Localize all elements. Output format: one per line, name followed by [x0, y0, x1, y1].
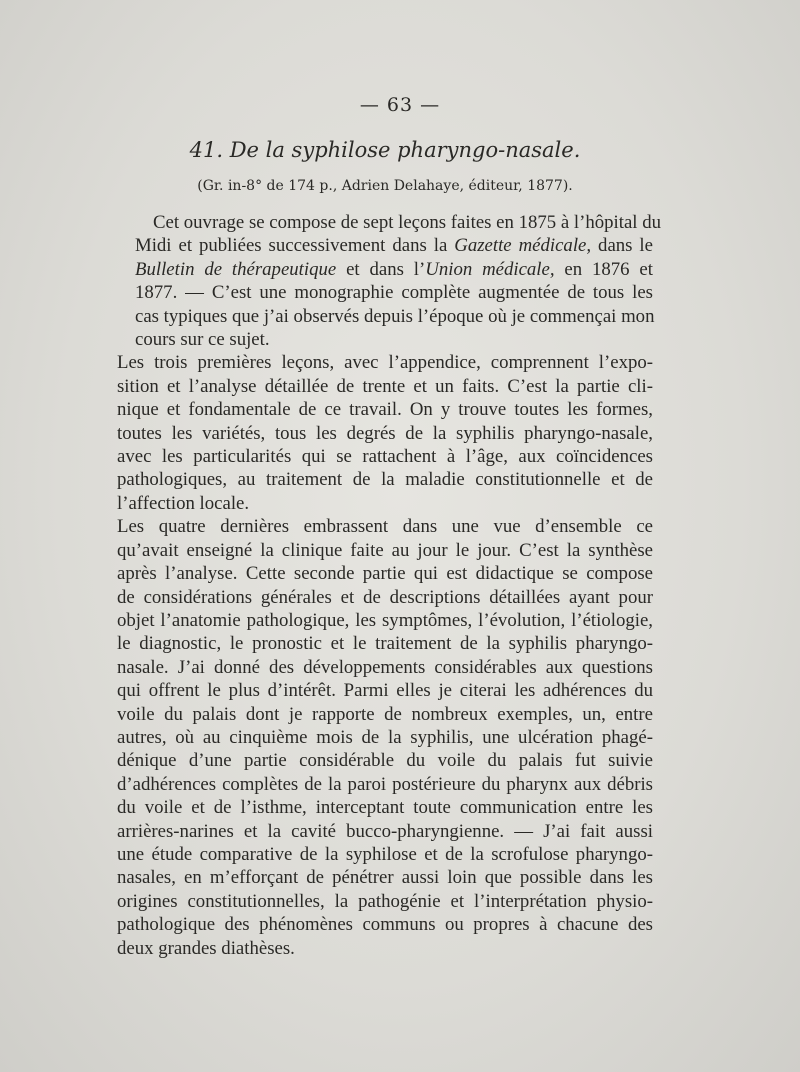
text-line: après l’analyse. Cette seconde partie qui est didactique se compose — [117, 563, 653, 585]
text-line: sition et l’analyse détaillée de trente et un faits. C’est la partie cli- — [117, 375, 653, 397]
text-line: arrières-narines et la cavité bucco-pharyngienne. — J’ai fait aussi — [117, 820, 653, 842]
text-line — [117, 258, 653, 281]
text-line: cas typiques que j’ai observés depuis l’époque où je commençai mon — [135, 305, 655, 327]
text-line: toutes les variétés, tous les degrés de la syphilis pharyngo-nasale, — [117, 422, 653, 444]
text-segment: dans le — [598, 235, 653, 257]
text-line: origines constitutionnelles, la pathogénie et l’interprétation physio- — [117, 890, 653, 912]
text-line: objet l’anatomie pathologique, les symptômes, l’évolution, l’étiologie, — [117, 609, 653, 631]
text-line: qu’avait enseigné la clinique faite au jour le jour. C’est la synthèse — [117, 539, 653, 561]
paragraph-1 — [117, 211, 661, 351]
text-line: Les trois premières leçons, avec l’appendice, comprennent l’expo- — [117, 352, 653, 374]
text-line: cours sur ce sujet. — [135, 329, 270, 351]
text-line: nasale. J’ai donné des développements considérables aux questions — [117, 656, 653, 678]
paragraph-2 — [117, 351, 653, 515]
italic-title-union: Union médicale, — [425, 258, 555, 280]
entry-number: 41. — [189, 138, 224, 162]
text-line: deux grandes diathèses. — [117, 937, 295, 959]
entry-heading — [0, 138, 770, 162]
text-line: du voile et de l’isthme, interceptant toute communication entre les — [117, 797, 653, 819]
text-line: autres, où au cinquième mois de la syphilis, une ulcération phagé- — [117, 726, 653, 748]
text-line: dénique d’une partie considérable du voile du palais fut suivie — [117, 750, 653, 772]
text-segment: en 1876 et — [564, 258, 653, 280]
text-line — [117, 234, 653, 257]
text-line: nasales, en m’efforçant de pénétrer aussi loin que possible dans les — [117, 867, 653, 889]
text-line: une étude comparative de la syphilose et de la scrofulose pharyngo- — [117, 843, 653, 865]
text-line: 1877. — C’est une monographie complète augmentée de tous les — [135, 282, 653, 304]
text-line: d’adhérences complètes de la paroi postérieure du pharynx aux débris — [117, 773, 653, 795]
text-line: Les quatre dernières embrassent dans une vue d’ensemble ce — [117, 516, 653, 538]
text-line: avec les particularités qui se rattachent à l’âge, aux coïncidences — [117, 446, 653, 468]
text-line: Cet ouvrage se compose de sept leçons faites en 1875 à l’hôpital du — [153, 212, 661, 233]
italic-title-bulletin: Bulletin de thérapeutique — [135, 258, 337, 280]
italic-title-gazette: Gazette médicale, — [454, 235, 592, 257]
entry-title: De la syphilose pharyngo-nasale. — [229, 138, 581, 162]
text-line: de considérations générales et de descriptions détaillées ayant pour — [117, 586, 653, 608]
text-line: le diagnostic, le pronostic et le traitement de la syphilis pharyngo- — [117, 633, 653, 655]
text-line: l’affection locale. — [117, 492, 250, 514]
text-segment: Midi et publiées successivement dans la — [135, 235, 448, 257]
paragraph-3 — [117, 515, 653, 960]
body-text — [117, 211, 661, 960]
text-line: nique et fondamentale de ce travail. On y trouve toutes les formes, — [117, 399, 653, 421]
text-line: qui offrent le plus d’intérêt. Parmi elles je citerai les adhérences du — [117, 680, 653, 702]
text-segment: et dans l’ — [346, 258, 426, 280]
text-line: pathologique des phénomènes communs ou propres à chacune des — [117, 914, 653, 936]
text-line: voile du palais dont je rapporte de nombreux exemples, un, entre — [117, 703, 653, 725]
publication-info: (Gr. in-8° de 174 p., Adrien Delahaye, éditeur, 1877). — [197, 178, 573, 194]
page-number: — 63 — — [359, 94, 441, 116]
text-line: pathologiques, au traitement de la maladie constitutionnelle et de — [117, 469, 653, 491]
